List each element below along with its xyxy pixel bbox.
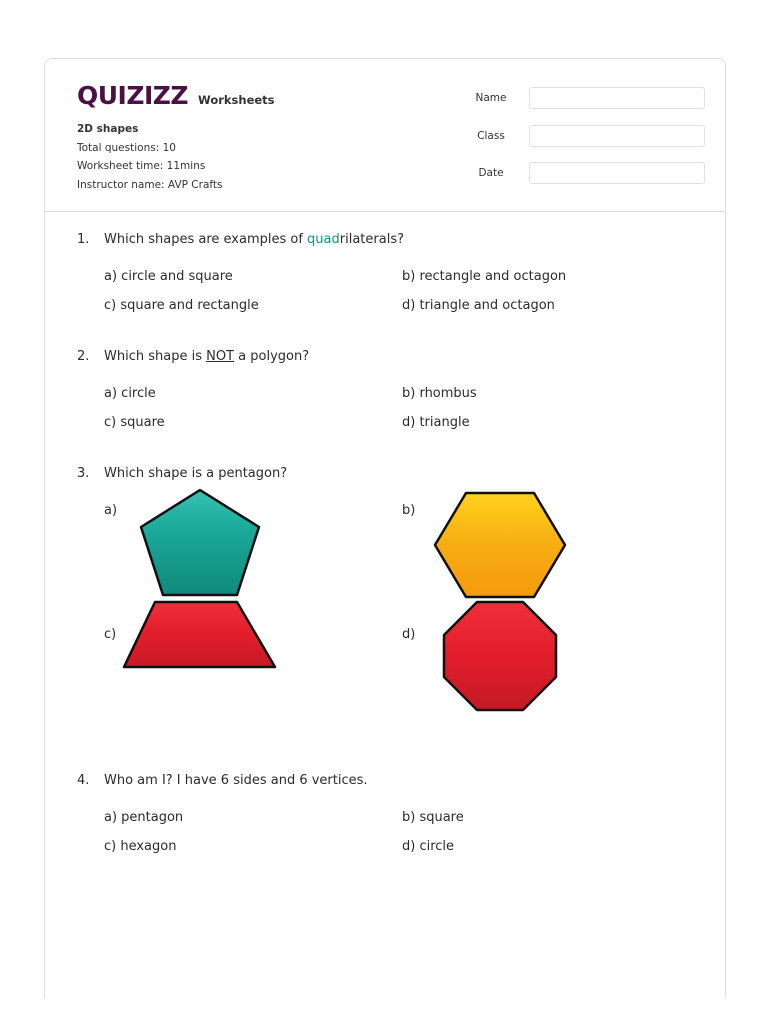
question-text: Which shape is NOT a polygon? bbox=[104, 349, 310, 364]
option-b[interactable]: b) rectangle and octagon bbox=[402, 269, 567, 284]
logo-subtitle: Worksheets bbox=[198, 93, 275, 107]
question-number: 4. bbox=[77, 773, 90, 788]
option-d[interactable]: d) triangle bbox=[402, 415, 470, 430]
option-c[interactable]: c) hexagon bbox=[104, 839, 177, 854]
question-1 bbox=[77, 232, 697, 313]
hexagon-shape-icon[interactable] bbox=[432, 490, 568, 602]
question-text: Which shapes are examples of quadrilaterals? bbox=[104, 232, 404, 247]
worksheet-meta bbox=[77, 120, 222, 194]
pentagon-shape-icon[interactable] bbox=[137, 487, 263, 599]
option-a[interactable]: a) circle and square bbox=[104, 269, 233, 284]
option-b[interactable]: b) bbox=[402, 503, 416, 518]
worksheet-sheet bbox=[44, 58, 726, 998]
brand bbox=[77, 81, 275, 110]
name-label: Name bbox=[475, 92, 507, 104]
question-2 bbox=[77, 349, 697, 430]
name-field[interactable] bbox=[529, 87, 705, 109]
option-b[interactable]: b) rhombus bbox=[402, 386, 477, 401]
worksheet-title: 2D shapes bbox=[77, 123, 139, 135]
option-d[interactable]: d) circle bbox=[402, 839, 455, 854]
question-text: Who am I? I have 6 sides and 6 vertices. bbox=[104, 773, 368, 788]
student-fields bbox=[465, 87, 705, 200]
option-a[interactable]: a) bbox=[104, 503, 118, 518]
total-questions: Total questions: 10 bbox=[77, 141, 176, 154]
worksheet-header bbox=[45, 59, 725, 212]
underlined-text: NOT bbox=[206, 349, 235, 364]
question-number: 1. bbox=[77, 232, 90, 247]
question-3 bbox=[77, 466, 697, 642]
quizizz-logo: QUIZIZZ bbox=[77, 81, 189, 110]
option-d[interactable]: d) bbox=[402, 627, 416, 642]
class-label: Class bbox=[477, 129, 505, 142]
octagon-shape-icon[interactable] bbox=[441, 599, 559, 713]
option-c[interactable]: c) bbox=[104, 627, 117, 642]
class-field-row bbox=[465, 125, 705, 147]
date-field-row bbox=[465, 162, 705, 184]
question-number: 2. bbox=[77, 349, 90, 364]
option-c[interactable]: c) square and rectangle bbox=[104, 298, 259, 313]
option-b[interactable]: b) square bbox=[402, 810, 464, 825]
worksheet-time: Worksheet time: 11mins bbox=[77, 160, 206, 172]
trapezoid-shape-icon[interactable] bbox=[121, 599, 279, 671]
option-c[interactable]: c) square bbox=[104, 415, 165, 430]
date-label: Date bbox=[478, 167, 504, 179]
class-field[interactable] bbox=[529, 125, 705, 147]
option-a[interactable]: a) pentagon bbox=[104, 810, 184, 825]
question-number: 3. bbox=[77, 466, 90, 481]
highlight-text: quad bbox=[307, 232, 340, 247]
name-field-row bbox=[465, 87, 705, 109]
option-d[interactable]: d) triangle and octagon bbox=[402, 298, 555, 313]
date-field[interactable] bbox=[529, 162, 705, 184]
option-a[interactable]: a) circle bbox=[104, 386, 156, 401]
question-4 bbox=[77, 773, 697, 854]
instructor-name: Instructor name: AVP Crafts bbox=[77, 178, 223, 191]
question-text: Which shape is a pentagon? bbox=[104, 466, 288, 481]
